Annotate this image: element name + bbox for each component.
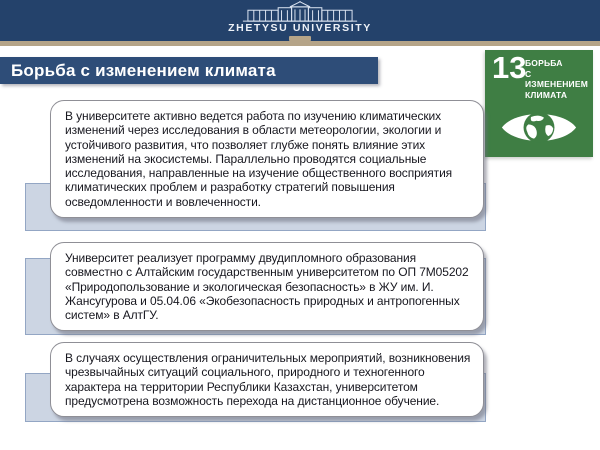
sdg13-badge bbox=[485, 50, 593, 157]
content-box-text: В университете активно ведется работа по изучению климатических изменений через исследования в области метеорологии, экологии и устойчивого развития, что позволяет глубже понять влияние этих изменений на экосистемы. Параллельно проводятся социальные исследования, направленные на изучение общественного восприятия климатических проблем и разработку стратегий повышения осведомленности и вовлеченности. bbox=[65, 109, 453, 209]
title-bar bbox=[0, 57, 378, 84]
eye-globe-icon bbox=[499, 104, 579, 151]
university-building-icon bbox=[240, 1, 360, 22]
content-box-climate-research bbox=[50, 100, 484, 218]
content-box-double-degree bbox=[50, 242, 484, 331]
gold-divider bbox=[0, 41, 600, 46]
sdg-goal-number: 13 bbox=[492, 50, 527, 85]
page-title: Борьба с изменением климата bbox=[11, 60, 276, 80]
sdg-label-line-2: С ИЗМЕНЕНИЕМ bbox=[525, 68, 588, 90]
content-box-distance-learning bbox=[50, 342, 484, 417]
university-logo bbox=[190, 1, 410, 41]
sdg-goal-label bbox=[525, 58, 593, 101]
content-box-text: Университет реализует программу двудипломного образования совместно с Алтайским государственным университетом по ОП 7М05202 «Природопользование и экологическая безопасность» в ЖУ им. И. Жансугурова и 05.04.06 «Экобезопасность природных и антропогенных систем» в АлтГУ. bbox=[65, 251, 469, 323]
content-box-text: В случаях осуществления ограничительных мероприятий, возникновения чрезвычайных ситуаций социального, природного и техногенного характера на территории Республики Казахстан, университетом предусмотрена возможность перехода на дистанционное обучение. bbox=[65, 351, 471, 408]
sdg-label-line-3: КЛИМАТА bbox=[525, 89, 568, 100]
header-band bbox=[0, 0, 600, 41]
sdg-label-line-1: БОРЬБА bbox=[525, 58, 563, 68]
university-name: ZHETYSU UNIVERSITY bbox=[228, 22, 372, 34]
